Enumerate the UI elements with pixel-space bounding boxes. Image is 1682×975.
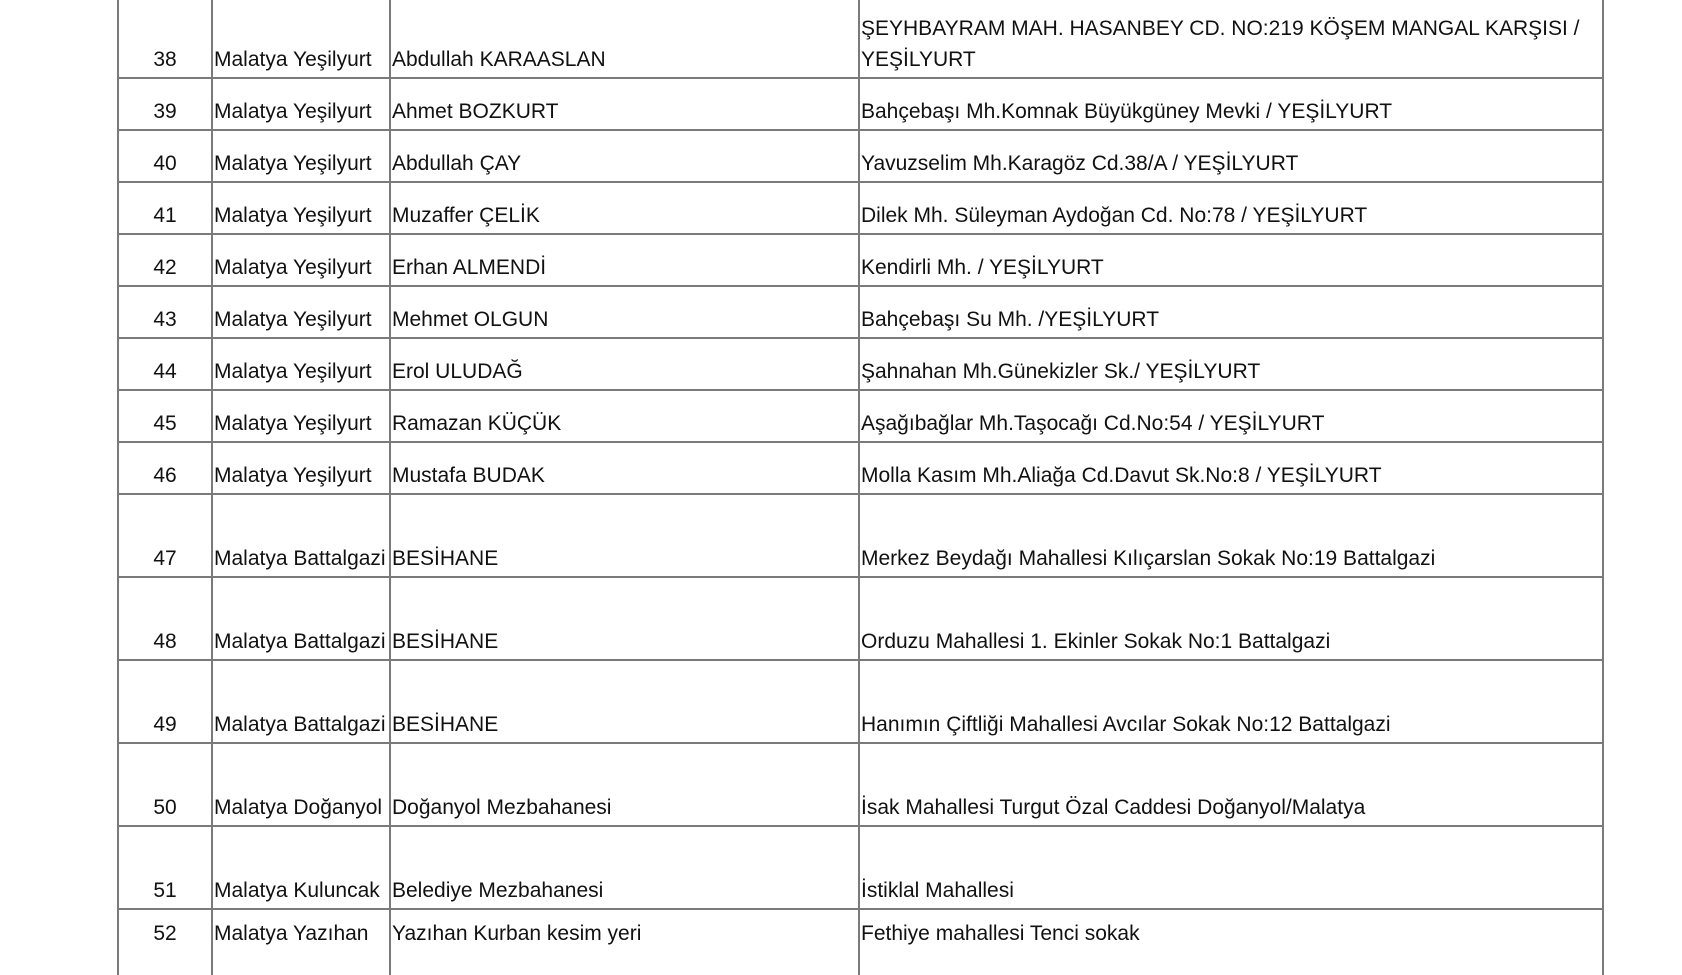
- address-cell: ŞEYHBAYRAM MAH. HASANBEY CD. NO:219 KÖŞEM MANGAL KARŞISI / YEŞİLYURT: [859, 0, 1603, 78]
- location-cell: Malatya Battalgazi: [212, 660, 390, 743]
- name-cell: Ahmet BOZKURT: [390, 78, 859, 130]
- name-cell: BESİHANE: [390, 577, 859, 660]
- location-cell: Malatya Yeşilyurt: [212, 390, 390, 442]
- row-number: 48: [118, 577, 212, 660]
- name-cell: Erol ULUDAĞ: [390, 338, 859, 390]
- table-row: [118, 182, 1603, 234]
- location-cell: Malatya Battalgazi: [212, 494, 390, 577]
- name-cell: Ramazan KÜÇÜK: [390, 390, 859, 442]
- name-cell: Yazıhan Kurban kesim yeri: [390, 909, 859, 975]
- location-cell: Malatya Yazıhan: [212, 909, 390, 975]
- name-cell: Mehmet OLGUN: [390, 286, 859, 338]
- table-row: [118, 909, 1603, 975]
- row-number: 45: [118, 390, 212, 442]
- name-cell: Mustafa BUDAK: [390, 442, 859, 494]
- address-cell: Dilek Mh. Süleyman Aydoğan Cd. No:78 / YEŞİLYURT: [859, 182, 1603, 234]
- row-number: 44: [118, 338, 212, 390]
- address-cell: Şahnahan Mh.Günekizler Sk./ YEŞİLYURT: [859, 338, 1603, 390]
- table-row: [118, 577, 1603, 660]
- address-cell: Bahçebaşı Su Mh. /YEŞİLYURT: [859, 286, 1603, 338]
- location-cell: Malatya Yeşilyurt: [212, 286, 390, 338]
- name-cell: BESİHANE: [390, 660, 859, 743]
- address-cell: Molla Kasım Mh.Aliağa Cd.Davut Sk.No:8 / YEŞİLYURT: [859, 442, 1603, 494]
- table-row: [118, 234, 1603, 286]
- location-cell: Malatya Yeşilyurt: [212, 234, 390, 286]
- table-row: [118, 826, 1603, 909]
- slaughter-location-table: [117, 0, 1604, 975]
- address-cell: Yavuzselim Mh.Karagöz Cd.38/A / YEŞİLYURT: [859, 130, 1603, 182]
- row-number: 52: [118, 909, 212, 975]
- table-row: [118, 390, 1603, 442]
- table-row: [118, 130, 1603, 182]
- table-row: [118, 78, 1603, 130]
- row-number: 49: [118, 660, 212, 743]
- location-cell: Malatya Yeşilyurt: [212, 130, 390, 182]
- address-cell: Bahçebaşı Mh.Komnak Büyükgüney Mevki / YEŞİLYURT: [859, 78, 1603, 130]
- name-cell: Abdullah KARAASLAN: [390, 0, 859, 78]
- row-number: 41: [118, 182, 212, 234]
- address-cell: Fethiye mahallesi Tenci sokak: [859, 909, 1603, 975]
- row-number: 40: [118, 130, 212, 182]
- document-page: [117, 0, 1602, 975]
- row-number: 50: [118, 743, 212, 826]
- location-cell: Malatya Yeşilyurt: [212, 182, 390, 234]
- address-cell: Aşağıbağlar Mh.Taşocağı Cd.No:54 / YEŞİLYURT: [859, 390, 1603, 442]
- name-cell: Belediye Mezbahanesi: [390, 826, 859, 909]
- name-cell: Doğanyol Mezbahanesi: [390, 743, 859, 826]
- address-cell: İstiklal Mahallesi: [859, 826, 1603, 909]
- name-cell: Erhan ALMENDİ: [390, 234, 859, 286]
- location-cell: Malatya Kuluncak: [212, 826, 390, 909]
- location-cell: Malatya Yeşilyurt: [212, 78, 390, 130]
- row-number: 46: [118, 442, 212, 494]
- table-row: [118, 286, 1603, 338]
- row-number: 38: [118, 0, 212, 78]
- location-cell: Malatya Yeşilyurt: [212, 338, 390, 390]
- table-row: [118, 660, 1603, 743]
- table-row: [118, 338, 1603, 390]
- table-row: [118, 743, 1603, 826]
- address-cell: Orduzu Mahallesi 1. Ekinler Sokak No:1 Battalgazi: [859, 577, 1603, 660]
- location-cell: Malatya Doğanyol: [212, 743, 390, 826]
- row-number: 43: [118, 286, 212, 338]
- row-number: 47: [118, 494, 212, 577]
- address-cell: İsak Mahallesi Turgut Özal Caddesi Doğanyol/Malatya: [859, 743, 1603, 826]
- row-number: 51: [118, 826, 212, 909]
- row-number: 42: [118, 234, 212, 286]
- address-cell: Merkez Beydağı Mahallesi Kılıçarslan Sokak No:19 Battalgazi: [859, 494, 1603, 577]
- row-number: 39: [118, 78, 212, 130]
- table-row: [118, 494, 1603, 577]
- location-cell: Malatya Yeşilyurt: [212, 0, 390, 78]
- table-row: [118, 0, 1603, 78]
- address-cell: Hanımın Çiftliği Mahallesi Avcılar Sokak No:12 Battalgazi: [859, 660, 1603, 743]
- name-cell: Muzaffer ÇELİK: [390, 182, 859, 234]
- location-cell: Malatya Battalgazi: [212, 577, 390, 660]
- table-row: [118, 442, 1603, 494]
- name-cell: BESİHANE: [390, 494, 859, 577]
- name-cell: Abdullah ÇAY: [390, 130, 859, 182]
- location-cell: Malatya Yeşilyurt: [212, 442, 390, 494]
- address-cell: Kendirli Mh. / YEŞİLYURT: [859, 234, 1603, 286]
